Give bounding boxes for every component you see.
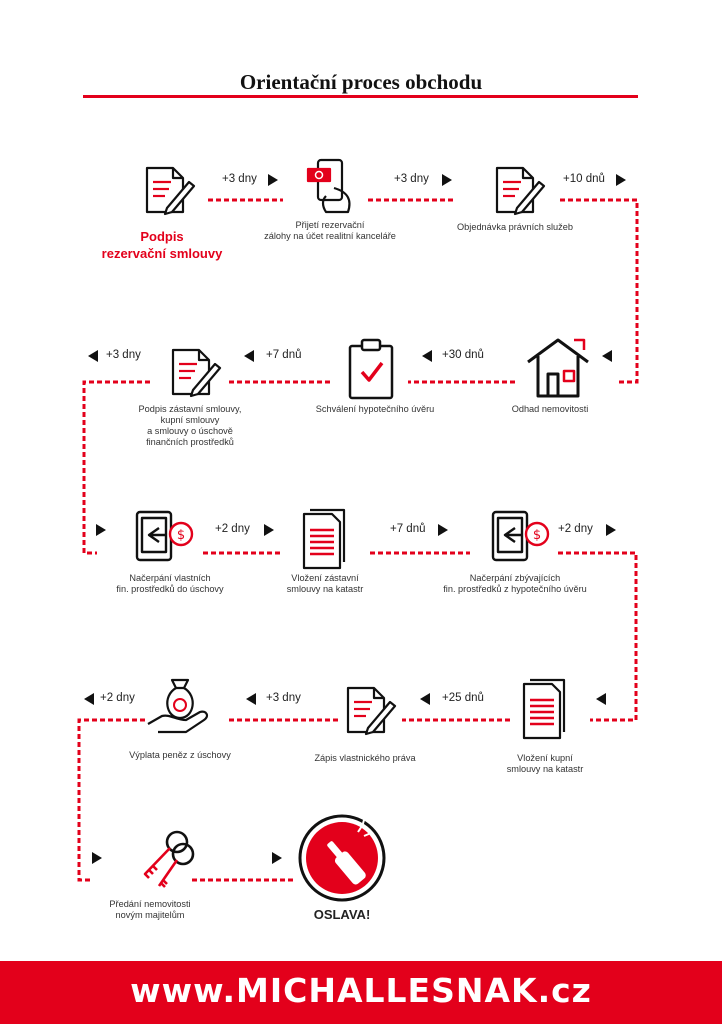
step-label: Výplata peněz z úschovy xyxy=(129,750,231,760)
step-label: Přijetí rezervační zálohy na účet realitní kanceláře xyxy=(264,220,396,241)
arrow-left-icon xyxy=(602,350,612,362)
keys-icon xyxy=(145,832,193,887)
duration-label: +7 dnů xyxy=(266,349,302,361)
duration-label: +3 dny xyxy=(222,173,257,185)
website-link[interactable]: www.MICHALLESNAK.cz xyxy=(130,971,592,1010)
arrow-left-icon xyxy=(420,693,430,705)
duration-label: +3 dny xyxy=(106,349,141,361)
svg-text:$: $ xyxy=(176,528,186,543)
page-title: Orientační proces obchodu xyxy=(239,70,483,94)
tablet-transfer-icon xyxy=(493,512,548,560)
arrow-right-icon xyxy=(92,852,102,864)
contract-sign-icon xyxy=(147,168,194,214)
arrow-right-icon xyxy=(606,524,616,536)
arrow-right-icon xyxy=(442,174,452,186)
connectors xyxy=(79,200,637,880)
arrow-right-icon xyxy=(264,524,274,536)
step-label: Zápis vlastnického práva xyxy=(314,753,416,763)
contract-sign-icon xyxy=(348,688,395,734)
money-bag-hand-icon xyxy=(148,680,207,732)
contract-sign-icon xyxy=(497,168,544,214)
step-label: Podpis rezervační smlouvy xyxy=(101,229,223,261)
phone-payment-icon xyxy=(308,160,349,212)
duration-label: +2 dny xyxy=(100,692,135,704)
duration-label: +10 dnů xyxy=(563,173,605,185)
step-label: Vložení kupní smlouvy na katastr xyxy=(506,753,584,774)
contract-sign-icon xyxy=(173,350,220,396)
step-label: Objednávka právních služeb xyxy=(457,222,573,232)
duration-label: +25 dnů xyxy=(442,692,484,704)
documents-icon xyxy=(524,680,564,738)
connector-12 xyxy=(79,720,145,880)
step-label: Načerpání zbývajících fin. prostředků z hypotečního úvěru xyxy=(443,573,587,594)
arrow-left-icon xyxy=(88,350,98,362)
arrow-right-icon xyxy=(616,174,626,186)
arrow-left-icon xyxy=(422,350,432,362)
arrow-right-icon xyxy=(272,852,282,864)
documents-icon xyxy=(304,510,344,568)
step-label: Načerpání vlastních fin. prostředků do úschovy xyxy=(116,573,224,594)
duration-label: +3 dny xyxy=(266,692,301,704)
house-icon xyxy=(528,340,588,396)
duration-label: +7 dnů xyxy=(390,523,426,535)
arrow-left-icon xyxy=(596,693,606,705)
duration-label: +2 dny xyxy=(558,523,593,535)
arrow-right-icon xyxy=(268,174,278,186)
step-label: Vložení zástavní smlouvy na katastr xyxy=(286,573,364,594)
champagne-icon xyxy=(300,816,384,900)
arrow-left-icon xyxy=(244,350,254,362)
duration-label: +2 dny xyxy=(215,523,250,535)
step-label: OSLAVA! xyxy=(313,907,371,922)
arrow-left-icon xyxy=(246,693,256,705)
svg-text:$: $ xyxy=(532,528,542,543)
tablet-transfer-icon xyxy=(137,512,192,560)
clipboard-check-icon xyxy=(350,340,392,398)
arrow-right-icon xyxy=(438,524,448,536)
duration-label: +30 dnů xyxy=(442,349,484,361)
duration-label: +3 dny xyxy=(394,173,429,185)
step-label: Předání nemovitosti novým majitelům xyxy=(109,899,191,920)
step-label: Schválení hypotečního úvěru xyxy=(315,404,435,414)
arrow-right-icon xyxy=(96,524,106,536)
footer-banner xyxy=(0,961,722,1024)
step-label: Podpis zástavní smlouvy, kupní smlouvy a smlouvy o úschově finančních prostředků xyxy=(138,404,242,447)
arrow-left-icon xyxy=(84,693,94,705)
step-label: Odhad nemovitosti xyxy=(511,404,589,414)
